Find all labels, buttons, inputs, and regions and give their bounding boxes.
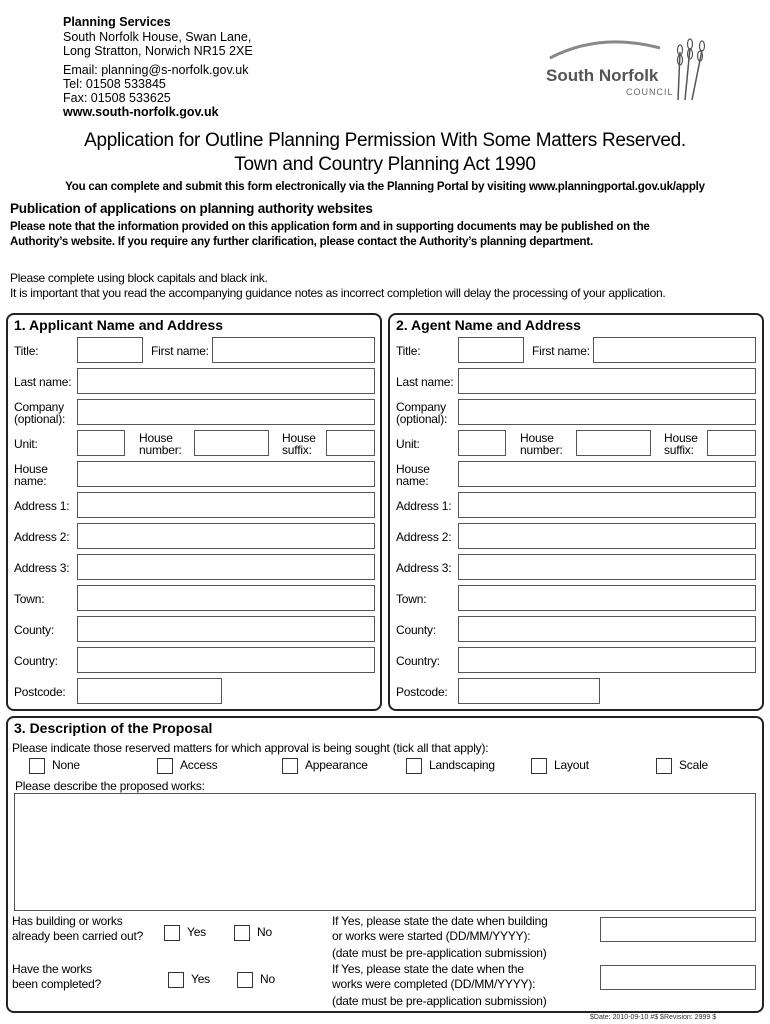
reserved-matters-prompt: Please indicate those reserved matters for which approval is being sought (tick all that apply): [12, 741, 489, 755]
applicant-last-name-input[interactable] [77, 368, 375, 394]
applicant-company-input[interactable] [77, 399, 375, 425]
completed-yes-checkbox[interactable] [168, 972, 184, 988]
works-completed-question-2: been completed? [12, 977, 102, 991]
form-title-line-1: Application for Outline Planning Permission With Some Matters Reserved. [84, 130, 686, 151]
agent-house-suffix-label: House [664, 431, 698, 445]
instruction-2: It is important that you read the accompanying guidance notes as incorrect completion will delay the processing of your application. [10, 286, 666, 300]
completion-date-note: (date must be pre-application submission) [332, 994, 547, 1008]
applicant-last-name-label: Last name: [14, 375, 72, 389]
works-carried-out-question: Has building or works [12, 914, 123, 928]
applicant-address-2-input[interactable] [77, 523, 375, 549]
agent-first-name-label: First name: [532, 344, 590, 358]
address-line-2: Long Stratton, Norwich NR15 2XE [63, 44, 253, 58]
publication-text-line-2: Authority’s website. If you require any further clarification, please contact the Authority’s planning department. [10, 236, 593, 248]
agent-county-label: County: [396, 623, 436, 637]
address-line-1: South Norfolk House, Swan Lane, [63, 30, 252, 44]
agent-last-name-input[interactable] [458, 368, 756, 394]
scale-label: Scale [679, 758, 709, 772]
agent-company-input[interactable] [458, 399, 756, 425]
applicant-country-label: Country: [14, 654, 58, 668]
fax-text: Fax: 01508 533625 [63, 91, 171, 105]
applicant-house-suffix-label: House [282, 431, 316, 445]
applicant-address-2-label: Address 2: [14, 530, 70, 544]
tel-text: Tel: 01508 533845 [63, 77, 166, 91]
logo-sub-text: COUNCIL [626, 87, 674, 97]
applicant-county-label: County: [14, 623, 54, 637]
applicant-postcode-label: Postcode: [14, 685, 66, 699]
agent-house-suffix-input[interactable] [707, 430, 756, 456]
applicant-address-1-input[interactable] [77, 492, 375, 518]
applicant-address-3-label: Address 3: [14, 561, 70, 575]
completed-yes-label: Yes [191, 972, 210, 986]
applicant-unit-input[interactable] [77, 430, 125, 456]
none-label: None [52, 758, 80, 772]
landscaping-label: Landscaping [429, 758, 495, 772]
agent-house-number-label-2: number: [520, 443, 563, 457]
agent-town-input[interactable] [458, 585, 756, 611]
applicant-house-name-label-2: name: [14, 474, 47, 488]
carried-out-yes-label: Yes [187, 925, 206, 939]
agent-house-suffix-label-2: suffix: [664, 443, 694, 457]
none-checkbox[interactable] [29, 758, 45, 774]
applicant-first-name-input[interactable] [212, 337, 375, 363]
completion-date-prompt: If Yes, please state the date when the [332, 962, 524, 976]
agent-unit-label: Unit: [396, 437, 420, 451]
applicant-county-input[interactable] [77, 616, 375, 642]
applicant-house-name-label: House [14, 462, 48, 476]
applicant-first-name-label: First name: [151, 344, 209, 358]
applicant-address-3-input[interactable] [77, 554, 375, 580]
agent-address-1-input[interactable] [458, 492, 756, 518]
applicant-house-number-label-2: number: [139, 443, 182, 457]
applicant-postcode-input[interactable] [77, 678, 222, 704]
agent-first-name-input[interactable] [593, 337, 756, 363]
describe-works-prompt: Please describe the proposed works: [15, 779, 205, 793]
start-date-prompt: If Yes, please state the date when building [332, 914, 548, 928]
revision-footer: $Date: 2010-09-10 #$ $Revision: 2999 $ [590, 1014, 717, 1021]
email-text: Email: planning@s-norfolk.gov.uk [63, 63, 249, 77]
applicant-house-name-input[interactable] [77, 461, 375, 487]
applicant-country-input[interactable] [77, 647, 375, 673]
access-checkbox[interactable] [157, 758, 173, 774]
agent-company-label: Company [396, 400, 446, 414]
agent-country-label: Country: [396, 654, 440, 668]
start-date-input[interactable] [600, 917, 756, 942]
access-label: Access [180, 758, 218, 772]
agent-county-input[interactable] [458, 616, 756, 642]
website-link[interactable]: www.south-norfolk.gov.uk [63, 105, 219, 119]
scale-checkbox[interactable] [656, 758, 672, 774]
agent-address-3-input[interactable] [458, 554, 756, 580]
agent-last-name-label: Last name: [396, 375, 454, 389]
layout-checkbox[interactable] [531, 758, 547, 774]
agent-title-label: Title: [396, 344, 421, 358]
applicant-town-label: Town: [14, 592, 45, 606]
instruction-1: Please complete using block capitals and black ink. [10, 271, 268, 285]
applicant-company-label: Company [14, 400, 64, 414]
logo-main-text: South Norfolk [546, 66, 659, 85]
applicant-house-number-label: House [139, 431, 173, 445]
proposal-section-title: 3. Description of the Proposal [14, 720, 213, 736]
agent-company-label-2: (optional): [396, 412, 448, 426]
applicant-house-number-input[interactable] [194, 430, 269, 456]
agent-address-1-label: Address 1: [396, 499, 452, 513]
agent-address-2-input[interactable] [458, 523, 756, 549]
agent-unit-input[interactable] [458, 430, 506, 456]
agent-address-3-label: Address 3: [396, 561, 452, 575]
applicant-house-suffix-input[interactable] [326, 430, 375, 456]
applicant-house-suffix-label-2: suffix: [282, 443, 312, 457]
works-completed-question: Have the works [12, 962, 92, 976]
agent-address-2-label: Address 2: [396, 530, 452, 544]
carried-out-no-checkbox[interactable] [234, 925, 250, 941]
applicant-title-input[interactable] [77, 337, 143, 363]
carried-out-yes-checkbox[interactable] [164, 925, 180, 941]
agent-title-input[interactable] [458, 337, 524, 363]
agent-house-number-label: House [520, 431, 554, 445]
agent-house-name-label-2: name: [396, 474, 429, 488]
council-logo [540, 30, 710, 105]
agent-town-label: Town: [396, 592, 427, 606]
agent-postcode-input[interactable] [458, 678, 600, 704]
appearance-label: Appearance [305, 758, 368, 772]
proposed-works-textarea[interactable] [14, 793, 756, 911]
agent-postcode-label: Postcode: [396, 685, 448, 699]
agent-house-name-input[interactable] [458, 461, 756, 487]
completed-no-checkbox[interactable] [237, 972, 253, 988]
carried-out-no-label: No [257, 925, 272, 939]
agent-country-input[interactable] [458, 647, 756, 673]
applicant-section-title: 1. Applicant Name and Address [14, 317, 224, 333]
start-date-note: (date must be pre-application submission) [332, 946, 547, 960]
portal-notice: You can complete and submit this form electronically via the Planning Portal by visiting www.planningportal.gov.uk/apply [65, 181, 705, 193]
landscaping-checkbox[interactable] [406, 758, 422, 774]
applicant-address-1-label: Address 1: [14, 499, 70, 513]
completion-date-input[interactable] [600, 965, 756, 990]
org-name: Planning Services [63, 15, 171, 29]
applicant-town-input[interactable] [77, 585, 375, 611]
agent-section-title: 2. Agent Name and Address [396, 317, 581, 333]
form-title-line-2: Town and Country Planning Act 1990 [234, 154, 536, 175]
applicant-company-label-2: (optional): [14, 412, 66, 426]
works-carried-out-question-2: already been carried out? [12, 929, 144, 943]
publication-heading: Publication of applications on planning authority websites [10, 201, 373, 216]
publication-text-line-1: Please note that the information provided on this application form and in supporting documents may be published on the [10, 221, 650, 233]
applicant-title-label: Title: [14, 344, 39, 358]
start-date-prompt-2: or works were started (DD/MM/YYYY): [332, 929, 531, 943]
layout-label: Layout [554, 758, 589, 772]
agent-house-number-input[interactable] [576, 430, 651, 456]
completion-date-prompt-2: works were completed (DD/MM/YYYY): [332, 977, 536, 991]
applicant-unit-label: Unit: [14, 437, 38, 451]
agent-house-name-label: House [396, 462, 430, 476]
appearance-checkbox[interactable] [282, 758, 298, 774]
completed-no-label: No [260, 972, 275, 986]
